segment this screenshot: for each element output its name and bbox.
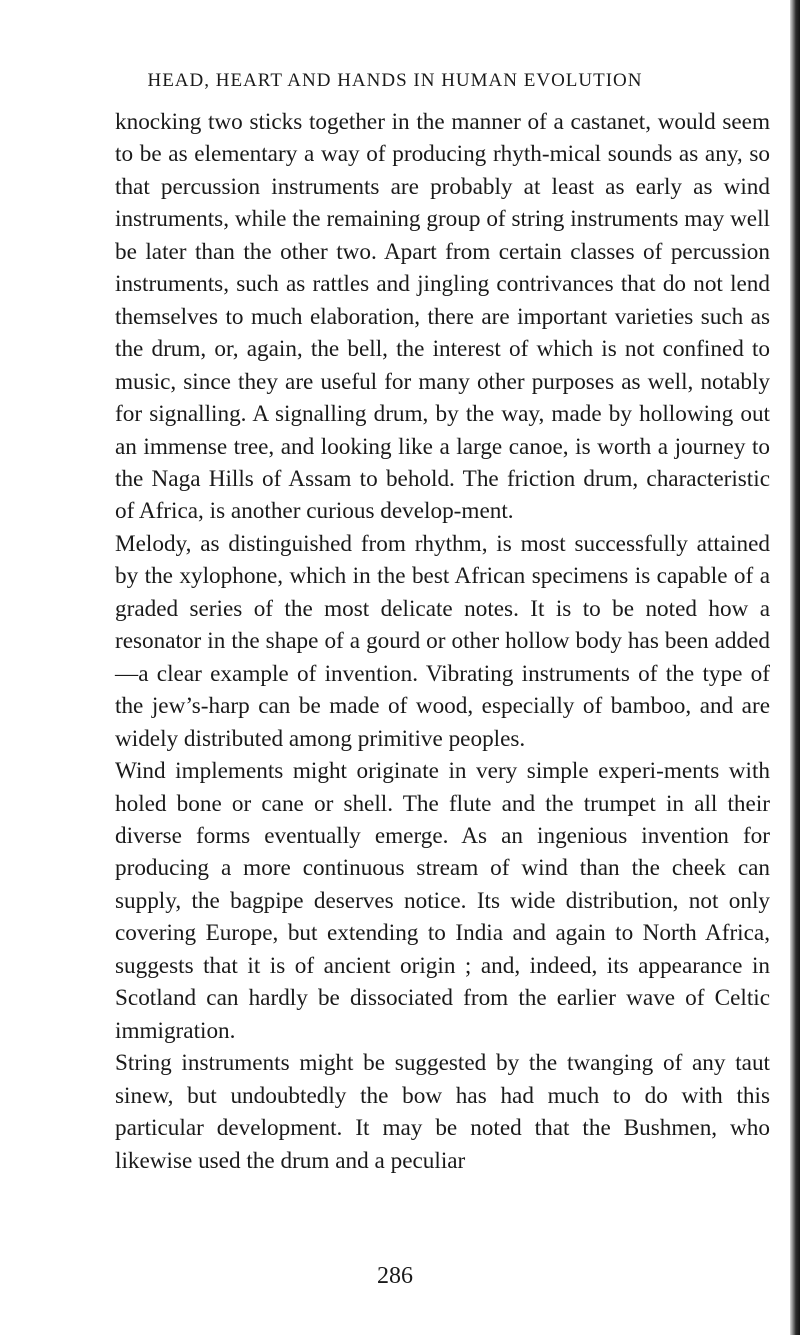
paragraph-1: knocking two sticks together in the manner of a castanet, would seem to be as elementary a way of producing rhyth-mical sounds as any, so that percussion instruments are probably at least as early as wind instruments, while the remaining group of string instruments may well be later than the other two. Apart from certain classes of percussion instruments, such as rattles and jingling contrivances that do not lend themselves to much elaboration, there are important varieties such as the drum, or, again, the bell, the interest of which is not confined to music, since they are useful for many other purposes as well, notably for signalling. A signalling drum, by the way, made by hollowing out an immense tree, and looking like a large canoe, is worth a journey to the Naga Hills of Assam to behold. The friction drum, characteristic of Africa, is another curious develop-ment. <box>115 109 770 525</box>
paragraph-4: String instruments might be suggested by the twanging of any taut sinew, but undoubtedly the bow has had much to do with this particular development. It may be noted that the Bushmen, who likewise used the drum and a peculiar <box>115 1050 770 1174</box>
page-number: 286 <box>377 1263 413 1289</box>
paragraph-3: Wind implements might originate in very simple experi-ments with holed bone or cane or shell. The flute and the trumpet in all their diverse forms eventually emerge. As an ingenious invention for producing a more continuous stream of wind than the cheek can supply, the bagpipe deserves notice. Its wide distribution, not only covering Europe, but extending to India and again to North Africa, suggests that it is of ancient origin ; and, indeed, its appearance in Scotland can hardly be dissociated from the earlier wave of Celtic immigration. <box>115 758 770 1044</box>
running-head: HEAD, HEART AND HANDS IN HUMAN EVOLUTION <box>147 70 643 91</box>
page-edge-shadow <box>790 0 800 1335</box>
body-text <box>115 106 770 1177</box>
paragraph-2: Melody, as distinguished from rhythm, is most successfully attained by the xylophone, which in the best African specimens is capable of a graded series of the most delicate notes. It is to be noted how a resonator in the shape of a gourd or other hollow body has been added—a clear example of invention. Vibrating instruments of the type of the jew’s-harp can be made of wood, especially of bamboo, and are widely distributed among primitive peoples. <box>115 530 770 752</box>
